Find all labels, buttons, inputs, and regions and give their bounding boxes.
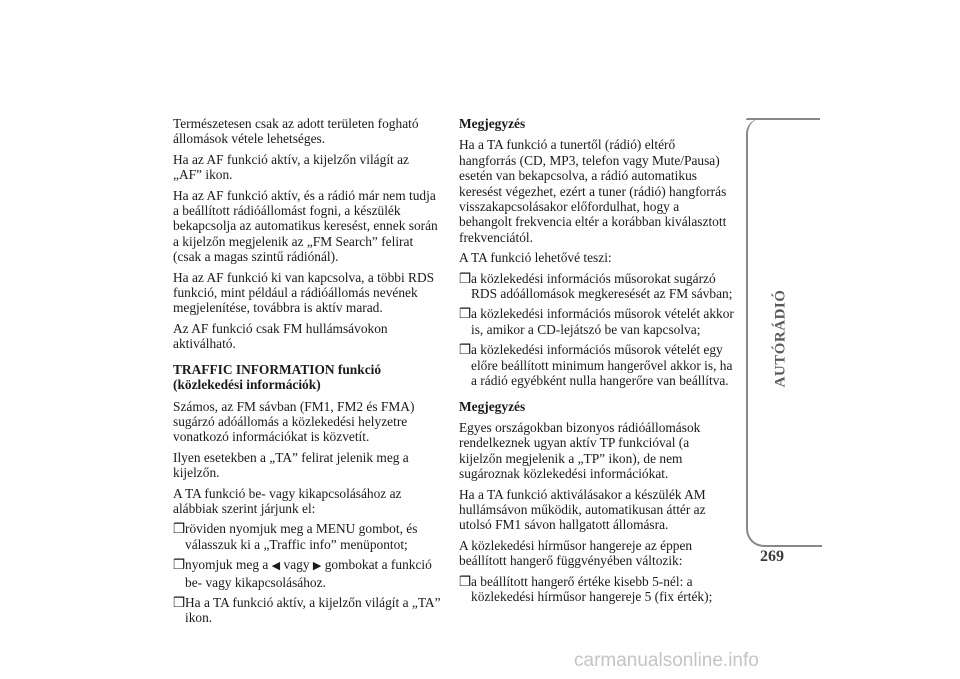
bullet-box-icon: ❒ [173, 557, 186, 573]
bullet-box-icon: ❒ [459, 573, 472, 589]
bullet-item [173, 521, 441, 552]
paragraph: Ha az AF funkció aktív, a kijelzőn világít az „AF” ikon. [173, 151, 409, 183]
bullet-item [459, 271, 735, 302]
bullet-box-icon: ❒ [173, 594, 186, 610]
paragraph: Ha a TA funkció a tunertől (rádió) eltérő hangforrás (CD, MP3, telefon vagy Mute/Pausa) esetén van bekapcsolva, a rádió automatikus keresést végezhet, ezért a tuner (rádió) hangforrás visszakapcsolásakor előfordulhat, hogy a behangolt frekvencia eltér a korábban kiválasztott frekvenciától. [459, 137, 727, 245]
right-triangle-icon: ▶ [312, 560, 322, 573]
paragraph: A TA funkció be- vagy kikapcsolásához az alábbiak szerint járjunk el: [173, 485, 402, 516]
bullet-box-icon: ❒ [459, 342, 472, 358]
bullet-text-b: vagy [283, 557, 310, 573]
right-column [459, 116, 735, 609]
bullet-item [459, 574, 735, 605]
bullet-text-a: nyomjuk meg a [185, 557, 269, 573]
bullet-text: Ha a TA funkció aktív, a kijelzőn világít a „TA” ikon. [185, 594, 441, 626]
left-column [173, 116, 441, 631]
bullet-box-icon: ❒ [459, 306, 472, 322]
heading-line-2: (közlekedési információk) [173, 377, 321, 393]
bullet-text: a közlekedési információs műsorokat sugárzó RDS adóállomások megkeresését az FM sávban; [471, 270, 733, 302]
bullet-text: a közlekedési információs műsorok vételét akkor is, amikor a CD-lejátszó be van kapcsolva; [471, 306, 734, 337]
paragraph: Természetesen csak az adott területen fogható állomások vétele lehetséges. [173, 116, 419, 147]
bullet-box-icon: ❒ [173, 521, 186, 537]
paragraph: Ha az AF funkció ki van kapcsolva, a többi RDS funkció, mint például a rádióállomás nevének megjelenítése, továbbra is aktív marad. [173, 269, 435, 316]
section-heading [173, 362, 441, 393]
note-title: Megjegyzés [459, 398, 526, 414]
bullet-text: a közlekedési információs műsorok vételét egy előre beállított minimum hangerővel akkor is, ha a rádió egyébként nulla hangerőre van beállítva. [471, 342, 733, 389]
section-frame-top [746, 118, 820, 120]
heading-line-1: TRAFFIC INFORMATION funkció [173, 361, 382, 377]
bullet-item [459, 342, 735, 388]
bullet-text: röviden nyomjuk meg a MENU gombot, és válasszuk ki a „Traffic info” menüpontot; [185, 521, 418, 552]
bullet-item [173, 595, 441, 626]
bullet-item [173, 557, 441, 590]
bullet-item [459, 306, 735, 337]
bullet-box-icon: ❒ [459, 270, 472, 286]
section-label: AUTÓRÁDIÓ [772, 289, 789, 388]
paragraph: Ha az AF funkció aktív, és a rádió már nem tudja a beállított rádióállomást fogni, a készülék bekapcsolja az automatikus keresést, ennek során a kijelzőn megjelenik az „FM Search” felirat (csak a magas szintű rádiónál). [173, 187, 438, 265]
paragraph: Az AF funkció csak FM hullámsávokon aktiválható. [173, 320, 388, 352]
page-number: 269 [760, 548, 784, 565]
bullet-text-c: gombokat a funkció be- vagy kikapcsolásához. [185, 557, 432, 590]
paragraph: Ilyen esetekben a „TA” felirat jelenik meg a kijelzőn. [173, 449, 409, 481]
paragraph: Egyes országokban bizonyos rádióállomások rendelkeznek ugyan aktív TP funkcióval (a kijelzőn megjelenik a „TP” ikon), de nem sugároznak közlekedési információkat. [459, 419, 701, 482]
left-triangle-icon: ◀ [271, 560, 281, 573]
bullet-text: a beállított hangerő értéke kisebb 5-nél: a közlekedési hírműsor hangereje 5 (fix érték); [471, 573, 713, 604]
paragraph: Ha a TA funkció aktiválásakor a készülék AM hullámsávon működik, automatikusan áttér az utolsó FM1 sávon hallgatott állomásra. [459, 486, 706, 533]
paragraph: A közlekedési hírműsor hangereje az éppen beállított hangerő függvényében változik: [459, 537, 693, 569]
note-title: Megjegyzés [459, 116, 526, 131]
paragraph: A TA funkció lehetővé teszi: [459, 250, 612, 266]
paragraph: Számos, az FM sávban (FM1, FM2 és FMA) sugárzó adóállomás a közlekedési helyzetre vonatkozó információkat is közvetít. [173, 398, 415, 445]
watermark: carmanualsonline.info [574, 650, 759, 671]
